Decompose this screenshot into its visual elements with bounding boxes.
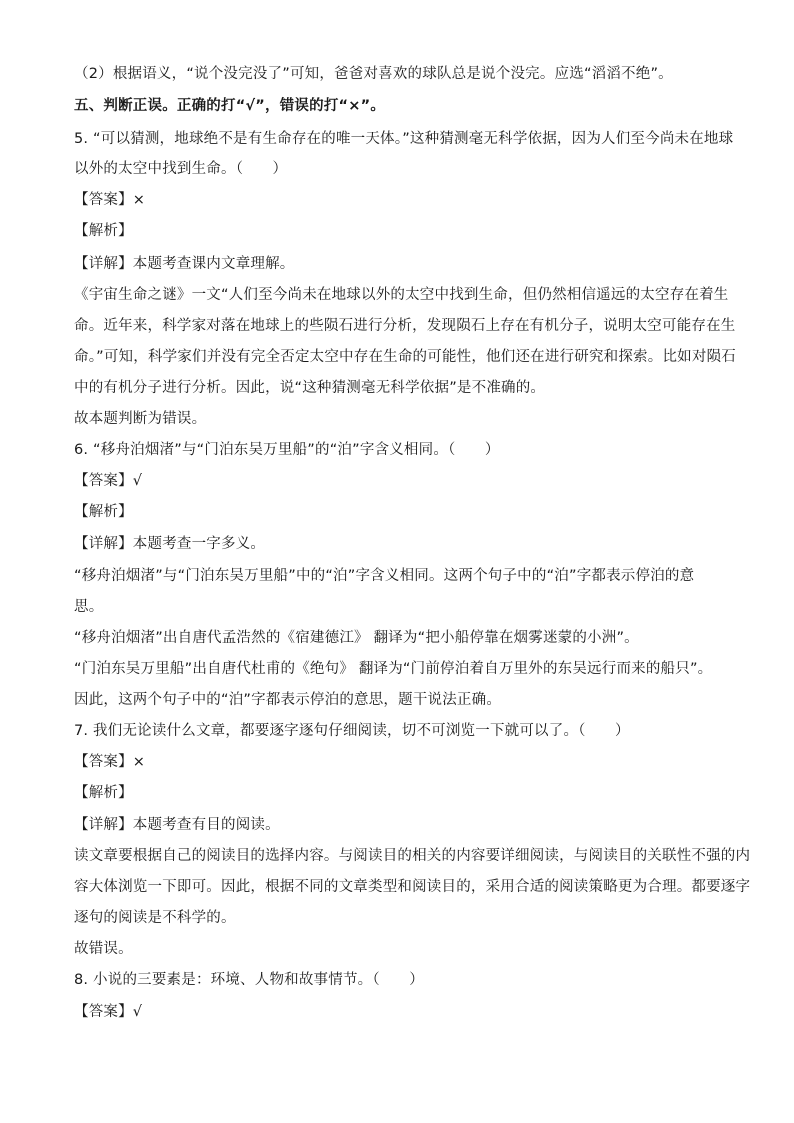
answer-5: 【答案】× [74,192,146,208]
question-7: 7. 我们无论读什么文章，都要逐字逐句仔细阅读，切不可浏览一下就可以了。（ ） [74,723,630,739]
question-6: 6. “移舟泊烟渚”与“门泊东吴万里船”的“泊”字含义相同。（ ） [74,442,500,458]
conclusion-line: 故本题判断为错误。 [74,411,207,427]
analysis-label: 【解析】 [74,785,133,801]
explanation-line: 中的有机分子进行分析。因此，说“这种猜测毫无科学依据”是不准确的。 [74,380,546,396]
explanation-line: 逐句的阅读是不科学的。 [74,910,236,926]
detail-5: 【详解】本题考查课内文章理解。 [74,256,295,272]
answer-7: 【答案】× [74,754,146,770]
analysis-label: 【解析】 [74,223,133,239]
explanation-line: 《宇宙生命之谜》一文“人们至今尚未在地球以外的太空中找到生命，但仍然相信遥远的太空存在着生 [74,287,729,303]
explanation-line: 思。 [74,599,104,615]
question-5-cont: 以外的太空中找到生命。（ ） [74,161,288,177]
explanation-line: 命。近年来，科学家对落在地球上的些陨石进行分析，发现陨石上存在有机分子，说明太空可能存在生 [74,318,736,334]
explanation-line: “移舟泊烟渚”出自唐代孟浩然的《宿建德江》 翻译为“把小船停靠在烟雾迷蒙的小洲”。 [74,630,639,646]
detail-6: 【详解】本题考查一字多义。 [74,536,266,552]
analysis-label: 【解析】 [74,504,133,520]
explanation-line: 命。”可知，科学家们并没有完全否定太空中存在生命的可能性，他们还在进行研究和探索。比如对陨石 [74,349,736,365]
section-heading: 五、判断正误。正确的打“√”，错误的打“×”。 [74,98,386,114]
conclusion-line: 因此，这两个句子中的“泊”字都表示停泊的意思，题干说法正确。 [74,692,502,708]
question-5: 5. “可以猜测，地球绝不是有生命存在的唯一天体。”这种猜测毫无科学依据，因为人们至今尚未在地球 [74,131,734,147]
explanation-line: “门泊东吴万里船”出自唐代杜甫的《绝句》 翻译为“门前停泊着自万里外的东吴远行而来的船只”。 [74,661,713,677]
detail-7: 【详解】本题考查有目的阅读。 [74,817,280,833]
conclusion-line: 故错误。 [74,941,133,957]
explanation-line: 读文章要根据自己的阅读目的选择内容。与阅读目的相关的内容要详细阅读，与阅读目的关联性不强的内 [74,848,751,864]
answer-8: 【答案】√ [74,1004,143,1020]
answer-6: 【答案】√ [74,473,143,489]
explanation-line: 容大体浏览一下即可。因此，根据不同的文章类型和阅读目的，采用合适的阅读策略更为合理。都要逐字 [74,879,751,895]
question-8: 8. 小说的三要素是：环境、人物和故事情节。（ ） [74,972,424,988]
explanation-line: “移舟泊烟渚”与“门泊东吴万里船”中的“泊”字含义相同。这两个句子中的“泊”字都表示停泊的意 [74,568,695,584]
explanation-line: （2）根据语义，“说个没完没了”可知，爸爸对喜欢的球队总是说个没完。应选“滔滔不绝”。 [74,66,673,82]
